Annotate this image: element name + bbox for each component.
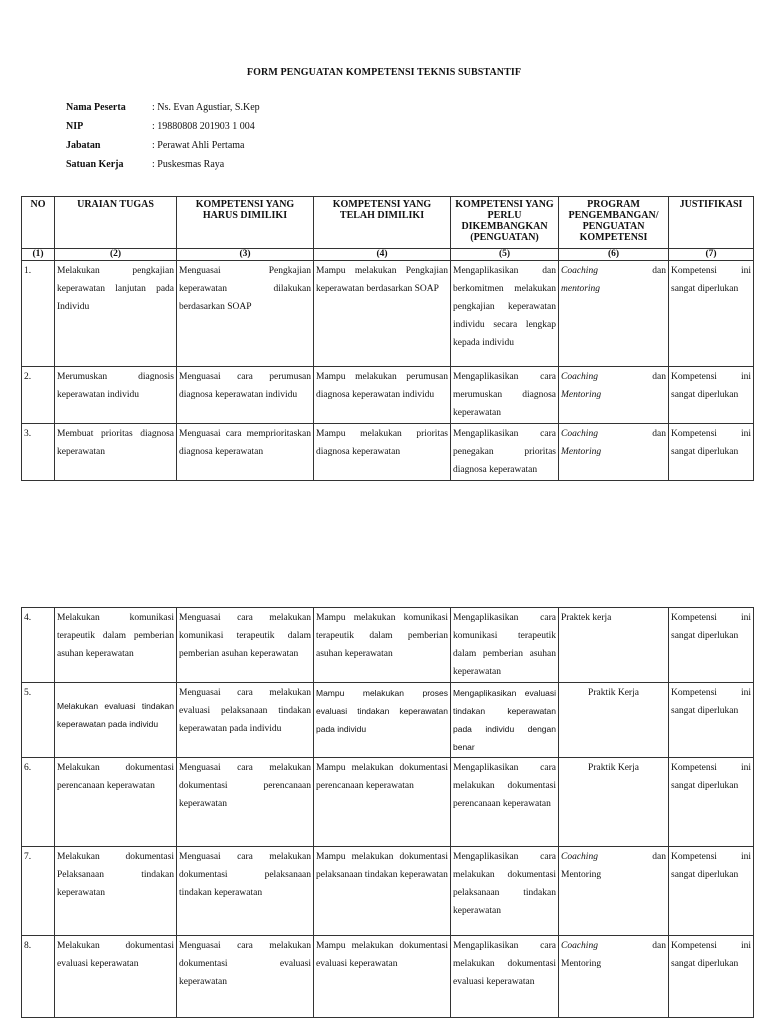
form-title: FORM PENGUATAN KOMPETENSI TEKNIS SUBSTANTIF — [246, 67, 522, 78]
info-value: : Puskesmas Raya — [152, 159, 225, 170]
program-dan: dan — [652, 941, 666, 951]
info-row-jabatan — [66, 140, 260, 159]
cell-justifikasi: Kompetensi ini sangat diperlukan — [669, 608, 754, 683]
program-dan: dan — [652, 372, 666, 382]
cell-uraian: Melakukan dokumentasi perencanaan keperawatan — [55, 758, 177, 847]
column-number: (1) — [22, 249, 55, 261]
header-justifikasi: JUSTIFIKASI — [669, 197, 754, 249]
cell-perlu: Mengaplikasikan evaluasi tindakan keperawatan pada individu dengan benar — [451, 683, 559, 758]
cell-program: Praktek kerja — [559, 608, 669, 683]
cell-no: 6. — [22, 758, 55, 847]
cell-program: Praktik Kerja — [559, 758, 669, 847]
table-row — [22, 261, 754, 367]
cell-justifikasi: Kompetensi ini sangat diperlukan — [669, 683, 754, 758]
cell-perlu: Mengaplikasikan cara merumuskan diagnosa keperawatan — [451, 367, 559, 424]
cell-uraian: Melakukan komunikasi terapeutik dalam pemberian asuhan keperawatan — [55, 608, 177, 683]
cell-perlu: Mengaplikasikan dan berkomitmen melakukan pengkajian keperawatan individu secara lengkap kepada individu — [451, 261, 559, 367]
header-uraian-tugas: URAIAN TUGAS — [55, 197, 177, 249]
cell-program — [559, 936, 669, 1018]
program-dan: dan — [652, 429, 666, 439]
cell-telah: Mampu melakukan dokumentasi pelaksanaan tindakan keperawatan — [314, 847, 451, 936]
program-mentoring: mentoring — [561, 284, 601, 294]
cell-harus: Menguasai cara melakukan evaluasi pelaksanaan tindakan keperawatan pada individu — [177, 683, 314, 758]
header-kompetensi-telah: KOMPETENSI YANG TELAH DIMILIKI — [314, 197, 451, 249]
table-row — [22, 683, 754, 758]
cell-no: 4. — [22, 608, 55, 683]
cell-uraian: Merumuskan diagnosis keperawatan individu — [55, 367, 177, 424]
program-mentoring: Mentoring — [561, 959, 602, 969]
cell-program: Praktik Kerja — [559, 683, 669, 758]
cell-harus: Menguasai cara melakukan dokumentasi pelaksanaan tindakan keperawatan — [177, 847, 314, 936]
table-row — [22, 424, 754, 481]
table-row — [22, 758, 754, 847]
cell-no: 2. — [22, 367, 55, 424]
cell-no: 5. — [22, 683, 55, 758]
cell-telah: Mampu melakukan dokumentasi evaluasi keperawatan — [314, 936, 451, 1018]
cell-perlu: Mengaplikasikan cara melakukan dokumentasi perencanaan keperawatan — [451, 758, 559, 847]
cell-no: 3. — [22, 424, 55, 481]
column-number: (6) — [559, 249, 669, 261]
table-row — [22, 847, 754, 936]
info-value: : Perawat Ahli Pertama — [152, 140, 245, 151]
table-row — [22, 367, 754, 424]
cell-telah: Mampu melakukan proses evaluasi tindakan keperawatan pada individu — [314, 683, 451, 758]
cell-program — [559, 424, 669, 481]
cell-justifikasi: Kompetensi ini sangat diperlukan — [669, 424, 754, 481]
participant-info — [66, 102, 260, 178]
header-kompetensi-harus: KOMPETENSI YANG HARUS DIMILIKI — [177, 197, 314, 249]
cell-harus: Menguasai cara melakukan komunikasi terapeutik dalam pemberian asuhan keperawatan — [177, 608, 314, 683]
competency-table-part-2 — [21, 607, 754, 1018]
competency-table-part-1 — [21, 196, 754, 481]
info-row-nama — [66, 102, 260, 121]
cell-harus: Menguasai cara memprioritaskan diagnosa keperawatan — [177, 424, 314, 481]
cell-justifikasi: Kompetensi ini sangat diperlukan — [669, 936, 754, 1018]
table-header-row — [22, 197, 754, 249]
cell-uraian: Melakukan pengkajian keperawatan lanjutan pada Individu — [55, 261, 177, 367]
cell-telah: Mampu melakukan Pengkajian keperawatan berdasarkan SOAP — [314, 261, 451, 367]
cell-no: 1. — [22, 261, 55, 367]
program-coaching: Coaching — [561, 372, 598, 382]
cell-harus: Menguasai cara perumusan diagnosa keperawatan individu — [177, 367, 314, 424]
cell-justifikasi: Kompetensi ini sangat diperlukan — [669, 367, 754, 424]
cell-perlu: Mengaplikasikan cara komunikasi terapeutik dalam pemberian asuhan keperawatan — [451, 608, 559, 683]
cell-program — [559, 847, 669, 936]
info-value: : Ns. Evan Agustiar, S.Kep — [152, 102, 260, 113]
cell-harus: Menguasai cara melakukan dokumentasi evaluasi keperawatan — [177, 936, 314, 1018]
table-row — [22, 936, 754, 1018]
info-value: : 19880808 201903 1 004 — [152, 121, 255, 132]
info-row-satuan-kerja — [66, 159, 260, 178]
program-mentoring: Mentoring — [561, 390, 602, 400]
table-row — [22, 608, 754, 683]
cell-uraian: Membuat prioritas diagnosa keperawatan — [55, 424, 177, 481]
program-coaching: Coaching — [561, 266, 598, 276]
cell-program — [559, 367, 669, 424]
cell-harus: Menguasai cara melakukan dokumentasi perencanaan keperawatan — [177, 758, 314, 847]
cell-perlu: Mengaplikasikan cara melakukan dokumentasi evaluasi keperawatan — [451, 936, 559, 1018]
column-number: (5) — [451, 249, 559, 261]
program-mentoring: Mentoring — [561, 447, 602, 457]
header-kompetensi-perlu: KOMPETENSI YANG PERLU DIKEMBANGKAN (PENGUATAN) — [451, 197, 559, 249]
cell-telah: Mampu melakukan dokumentasi perencanaan keperawatan — [314, 758, 451, 847]
cell-justifikasi: Kompetensi ini sangat diperlukan — [669, 758, 754, 847]
cell-uraian: Melakukan dokumentasi evaluasi keperawatan — [55, 936, 177, 1018]
program-coaching: Coaching — [561, 429, 598, 439]
info-label: Nama Peserta — [66, 102, 126, 113]
program-mentoring: Mentoring — [561, 870, 602, 880]
cell-perlu: Mengaplikasikan cara penegakan prioritas diagnosa keperawatan — [451, 424, 559, 481]
program-dan: dan — [652, 852, 666, 862]
header-program: PROGRAM PENGEMBANGAN/ PENGUATAN KOMPETENSI — [559, 197, 669, 249]
program-coaching: Coaching — [561, 852, 598, 862]
cell-justifikasi: Kompetensi ini sangat diperlukan — [669, 847, 754, 936]
program-dan: dan — [652, 266, 666, 276]
header-no: NO — [22, 197, 55, 249]
program-coaching: Coaching — [561, 941, 598, 951]
cell-telah: Mampu melakukan prioritas diagnosa keperawatan — [314, 424, 451, 481]
column-number: (2) — [55, 249, 177, 261]
column-number: (4) — [314, 249, 451, 261]
cell-no: 8. — [22, 936, 55, 1018]
cell-telah: Mampu melakukan komunikasi terapeutik dalam pemberian asuhan keperawatan — [314, 608, 451, 683]
cell-justifikasi: Kompetensi ini sangat diperlukan — [669, 261, 754, 367]
column-number: (3) — [177, 249, 314, 261]
info-label: Satuan Kerja — [66, 159, 124, 170]
info-label: NIP — [66, 121, 84, 132]
info-row-nip — [66, 121, 260, 140]
cell-perlu: Mengaplikasikan cara melakukan dokumentasi pelaksanaan tindakan keperawatan — [451, 847, 559, 936]
column-number-row — [22, 249, 754, 261]
cell-program — [559, 261, 669, 367]
info-label: Jabatan — [66, 140, 101, 151]
cell-no: 7. — [22, 847, 55, 936]
cell-harus: Menguasai Pengkajian keperawatan dilakukan berdasarkan SOAP — [177, 261, 314, 367]
column-number: (7) — [669, 249, 754, 261]
cell-uraian: Melakukan evaluasi tindakan keperawatan pada individu — [55, 683, 177, 758]
cell-telah: Mampu melakukan perumusan diagnosa keperawatan individu — [314, 367, 451, 424]
cell-uraian: Melakukan dokumentasi Pelaksanaan tindakan keperawatan — [55, 847, 177, 936]
